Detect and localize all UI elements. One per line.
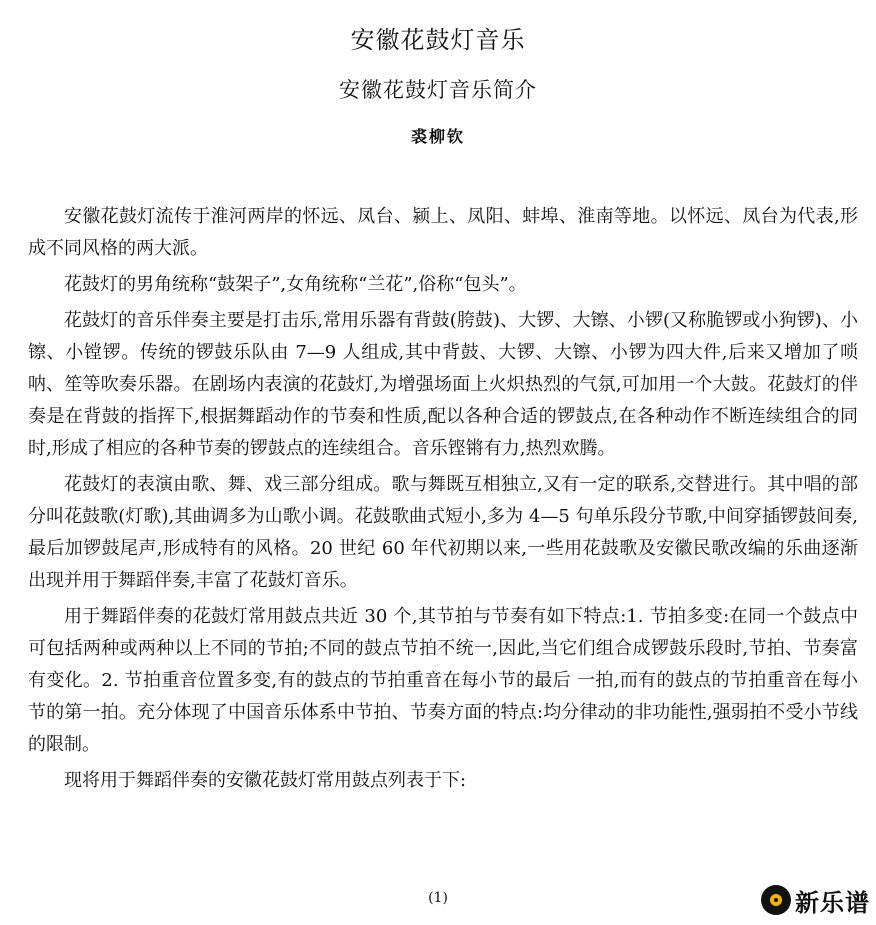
article-body [28,201,858,801]
music-disc-icon [761,885,791,915]
paragraph-6: 现将用于舞蹈伴奏的安徽花鼓灯常用鼓点列表于下: [64,770,467,791]
watermark-text: 新乐谱 [795,888,870,917]
paragraph-4: 花鼓灯的表演由歌、舞、戏三部分组成。歌与舞既互相独立,又有一定的联系,交替进行。其中唱的部分叫花鼓歌(灯歌),其曲调多为山歌小调。花鼓歌曲式短小,多为 4—5 句单乐段分节歌,中间穿插锣鼓间奏,最后加锣鼓尾声,形成特有的风格。20 世纪 60 年代初期以来,一些用花鼓歌及安徽民歌改编的乐曲逐渐出现并用于舞蹈伴奏,丰富了花鼓灯音乐。 [28,474,858,591]
paragraph-1: 安徽花鼓灯流传于淮河两岸的怀远、凤台、颍上、凤阳、蚌埠、淮南等地。以怀远、凤台为代表,形成不同风格的两大派。 [28,206,858,259]
paragraph-5: 用于舞蹈伴奏的花鼓灯常用鼓点共近 30 个,其节拍与节奏有如下特点:1. 节拍多变:在同一个鼓点中可包括两种或两种以上不同的节拍;不同的鼓点节拍不统一,因此,当它们组合成锣鼓乐段时,节拍、节奏富有变化。2. 节拍重音位置多变,有的鼓点的节拍重音在每小节的最后 一拍,而有的鼓点的节拍重音在每小节的第一拍。充分体现了中国音乐体系中节拍、节奏方面的特点:均分律动的非功能性,强弱拍不受小节线的限制。 [28,606,858,755]
page-subtitle: 安徽花鼓灯音乐简介 [339,78,537,102]
paragraph-2: 花鼓灯的男角统称“鼓架子”,女角统称“兰花”,俗称“包头”。 [64,274,527,295]
page-title: 安徽花鼓灯音乐 [350,26,526,54]
watermark-logo [761,882,870,918]
page-number: (1) [428,890,448,906]
paragraph-3: 花鼓灯的音乐伴奏主要是打击乐,常用乐器有背鼓(胯鼓)、大锣、大镲、小锣(又称脆锣或小狗锣)、小镲、小镗锣。传统的锣鼓乐队由 7—9 人组成,其中背鼓、大锣、大镲、小锣为四大件,后来又增加了唢呐、笙等吹奏乐器。在剧场内表演的花鼓灯,为增强场面上火炽热烈的气氛,可加用一个大鼓。花鼓灯的伴奏是在背鼓的指挥下,根据舞蹈动作的节奏和性质,配以各种合适的锣鼓点,在各种动作不断连续组合的同时,形成了相应的各种节奏的锣鼓点的连续组合。音乐铿锵有力,热烈欢腾。 [28,310,858,459]
author-name: 裘柳钦 [410,127,465,146]
